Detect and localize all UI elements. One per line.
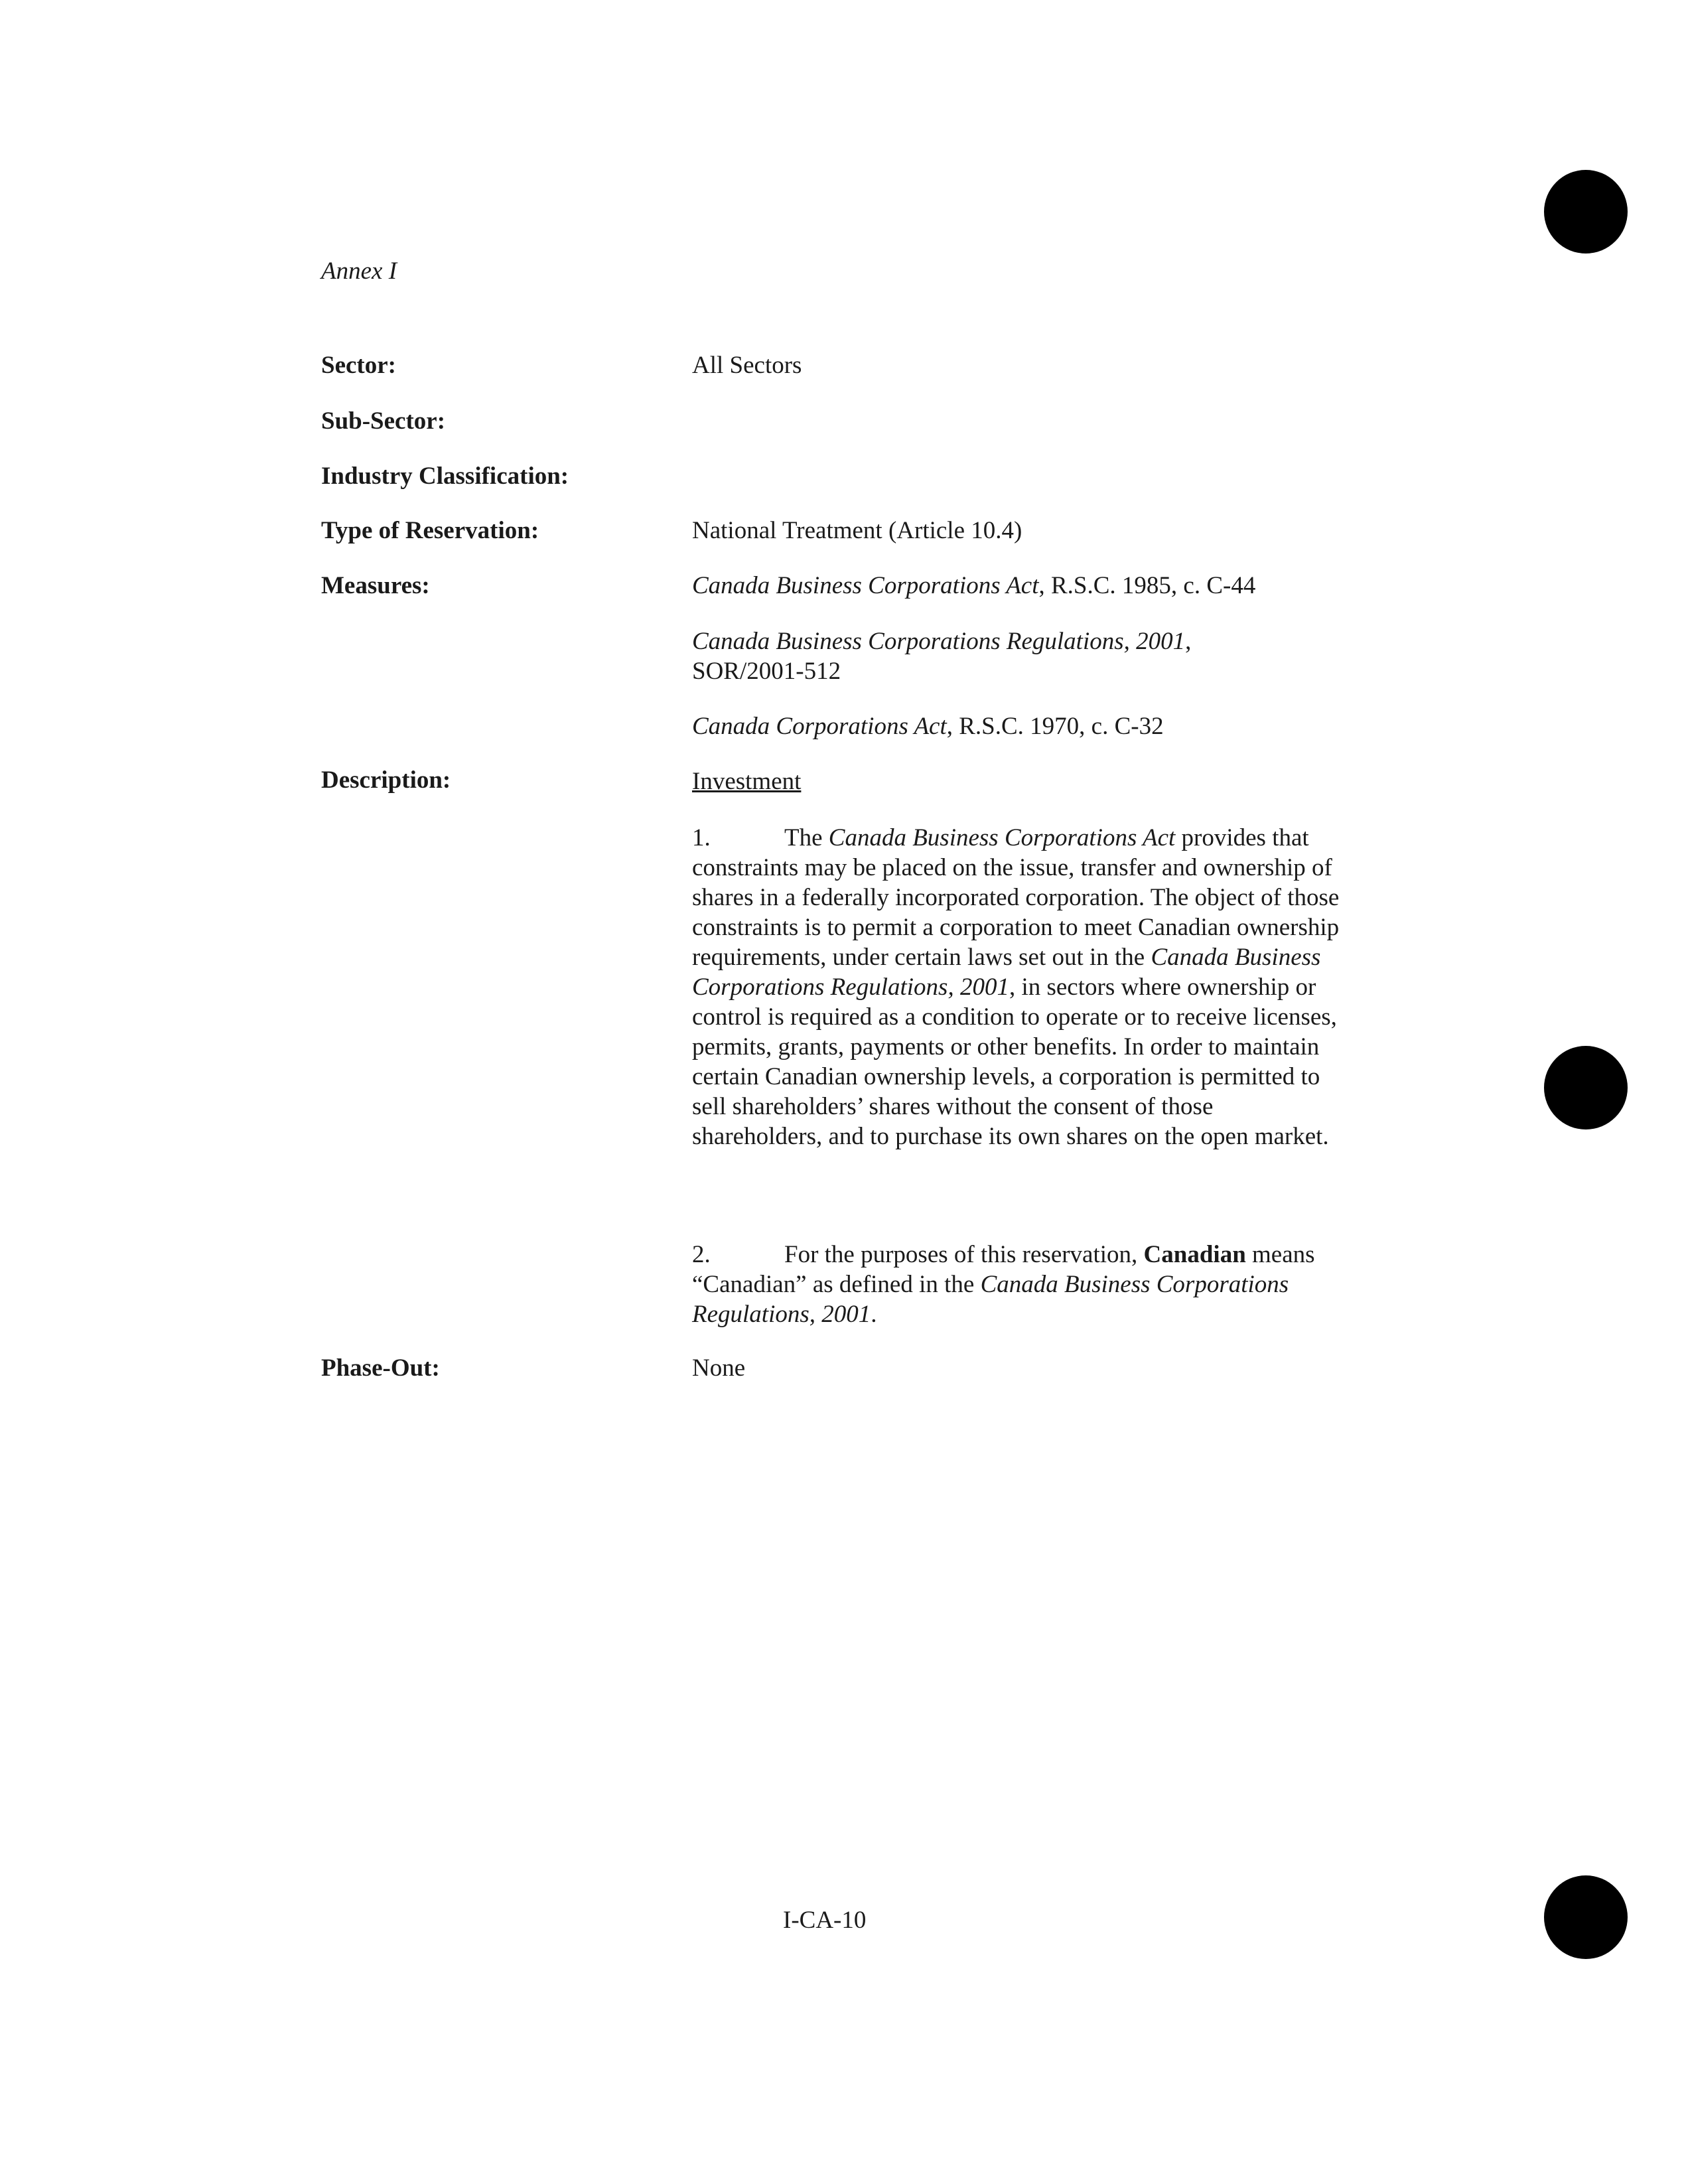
measure-item bbox=[692, 626, 1223, 686]
annex-title: Annex I bbox=[321, 257, 397, 285]
sub-sector-label: Sub-Sector: bbox=[321, 407, 446, 435]
description-heading: Investment bbox=[692, 768, 802, 795]
sector-label: Sector: bbox=[321, 352, 396, 379]
type-of-reservation-label: Type of Reservation: bbox=[321, 517, 539, 544]
type-of-reservation-value: National Treatment (Article 10.4) bbox=[692, 517, 1022, 544]
industry-classification-label: Industry Classification: bbox=[321, 463, 569, 490]
measure-citation: , R.S.C. 1985, c. C-44 bbox=[1038, 572, 1256, 599]
measures-label: Measures: bbox=[321, 572, 430, 599]
measure-item bbox=[692, 711, 1349, 741]
description-label: Description: bbox=[321, 766, 451, 794]
measure-title: Canada Business Corporations Act bbox=[692, 572, 1039, 599]
description-paragraph-1: 1. The Canada Business Corporations Act provides that constraints may be placed on the issue, transfer and ownership of shares in a federally incorporated corporation. The object of those constraints is to permit a corporation to meet Canadian ownership requirements, under certain laws set out in the Canada Business Corporations Regulations, 2001, in sectors where ownership or control is required as a condition to operate or to receive licenses, permits, grants, payments or other benefits. In order to maintain certain Canadian ownership levels, a corporation is permitted to sell shareholders’ shares without the consent of those shareholders, and to purchase its own shares on the open market. bbox=[692, 824, 1340, 1150]
measure-citation: , SOR/2001-512 bbox=[692, 628, 1192, 685]
paragraph-number: 2. bbox=[692, 1241, 711, 1268]
measure-item bbox=[692, 571, 1349, 601]
measure-title: Canada Business Corporations Regulations, 2001 bbox=[692, 628, 1186, 655]
measure-title: Canada Corporations Act bbox=[692, 713, 947, 740]
binder-hole-middle bbox=[1544, 1046, 1628, 1129]
description-paragraph-2: 2. For the purposes of this reservation, Canadian means “Canadian” as defined in the Canada Business Corporations Regulations, 2001. bbox=[692, 1241, 1315, 1328]
binder-hole-top bbox=[1544, 170, 1628, 254]
binder-hole-bottom bbox=[1544, 1875, 1628, 1959]
phase-out-value: None bbox=[692, 1354, 746, 1382]
measure-citation: , R.S.C. 1970, c. C-32 bbox=[946, 713, 1164, 740]
paragraph-number: 1. bbox=[692, 824, 711, 851]
phase-out-label: Phase-Out: bbox=[321, 1354, 440, 1382]
page-number: I-CA-10 bbox=[783, 1907, 867, 1934]
sector-value: All Sectors bbox=[692, 352, 802, 379]
